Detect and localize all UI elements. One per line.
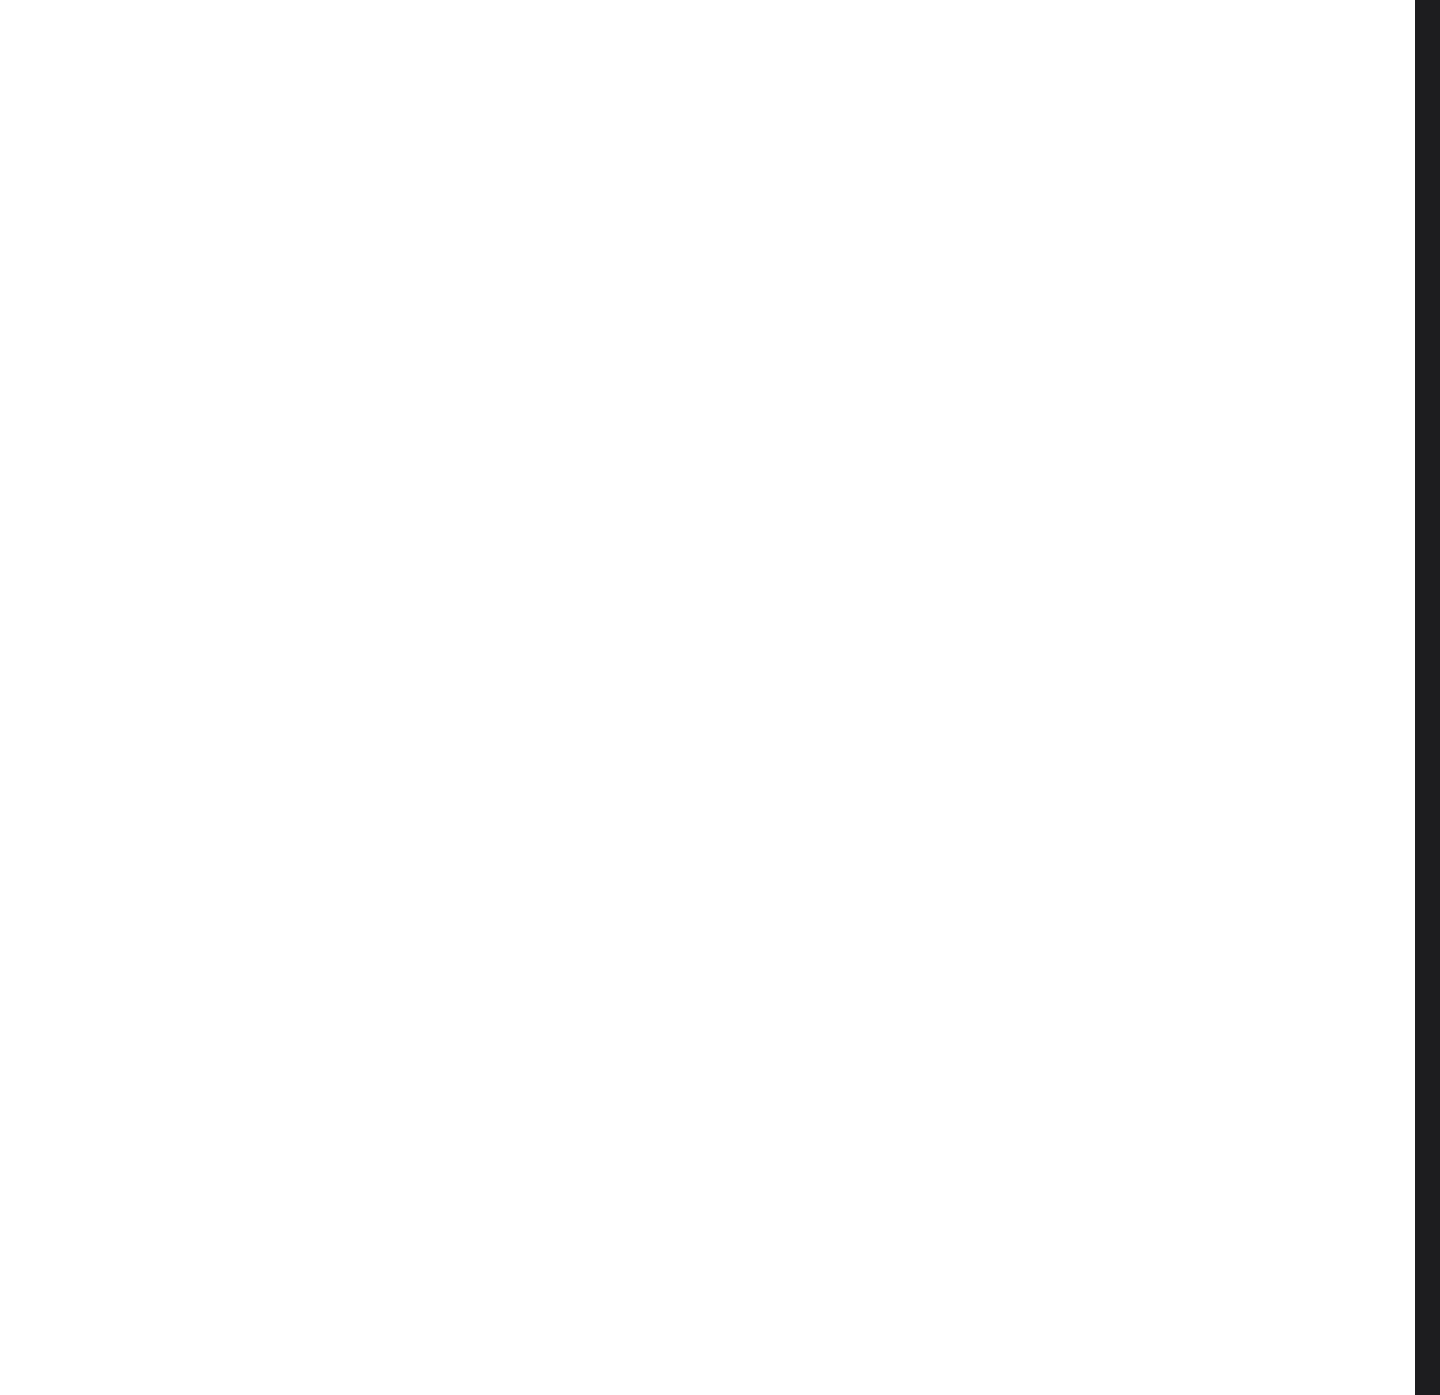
sequence-diagram [0, 46, 1440, 706]
diagram-canvas [0, 46, 300, 196]
window-dark-edge [1415, 0, 1440, 1395]
